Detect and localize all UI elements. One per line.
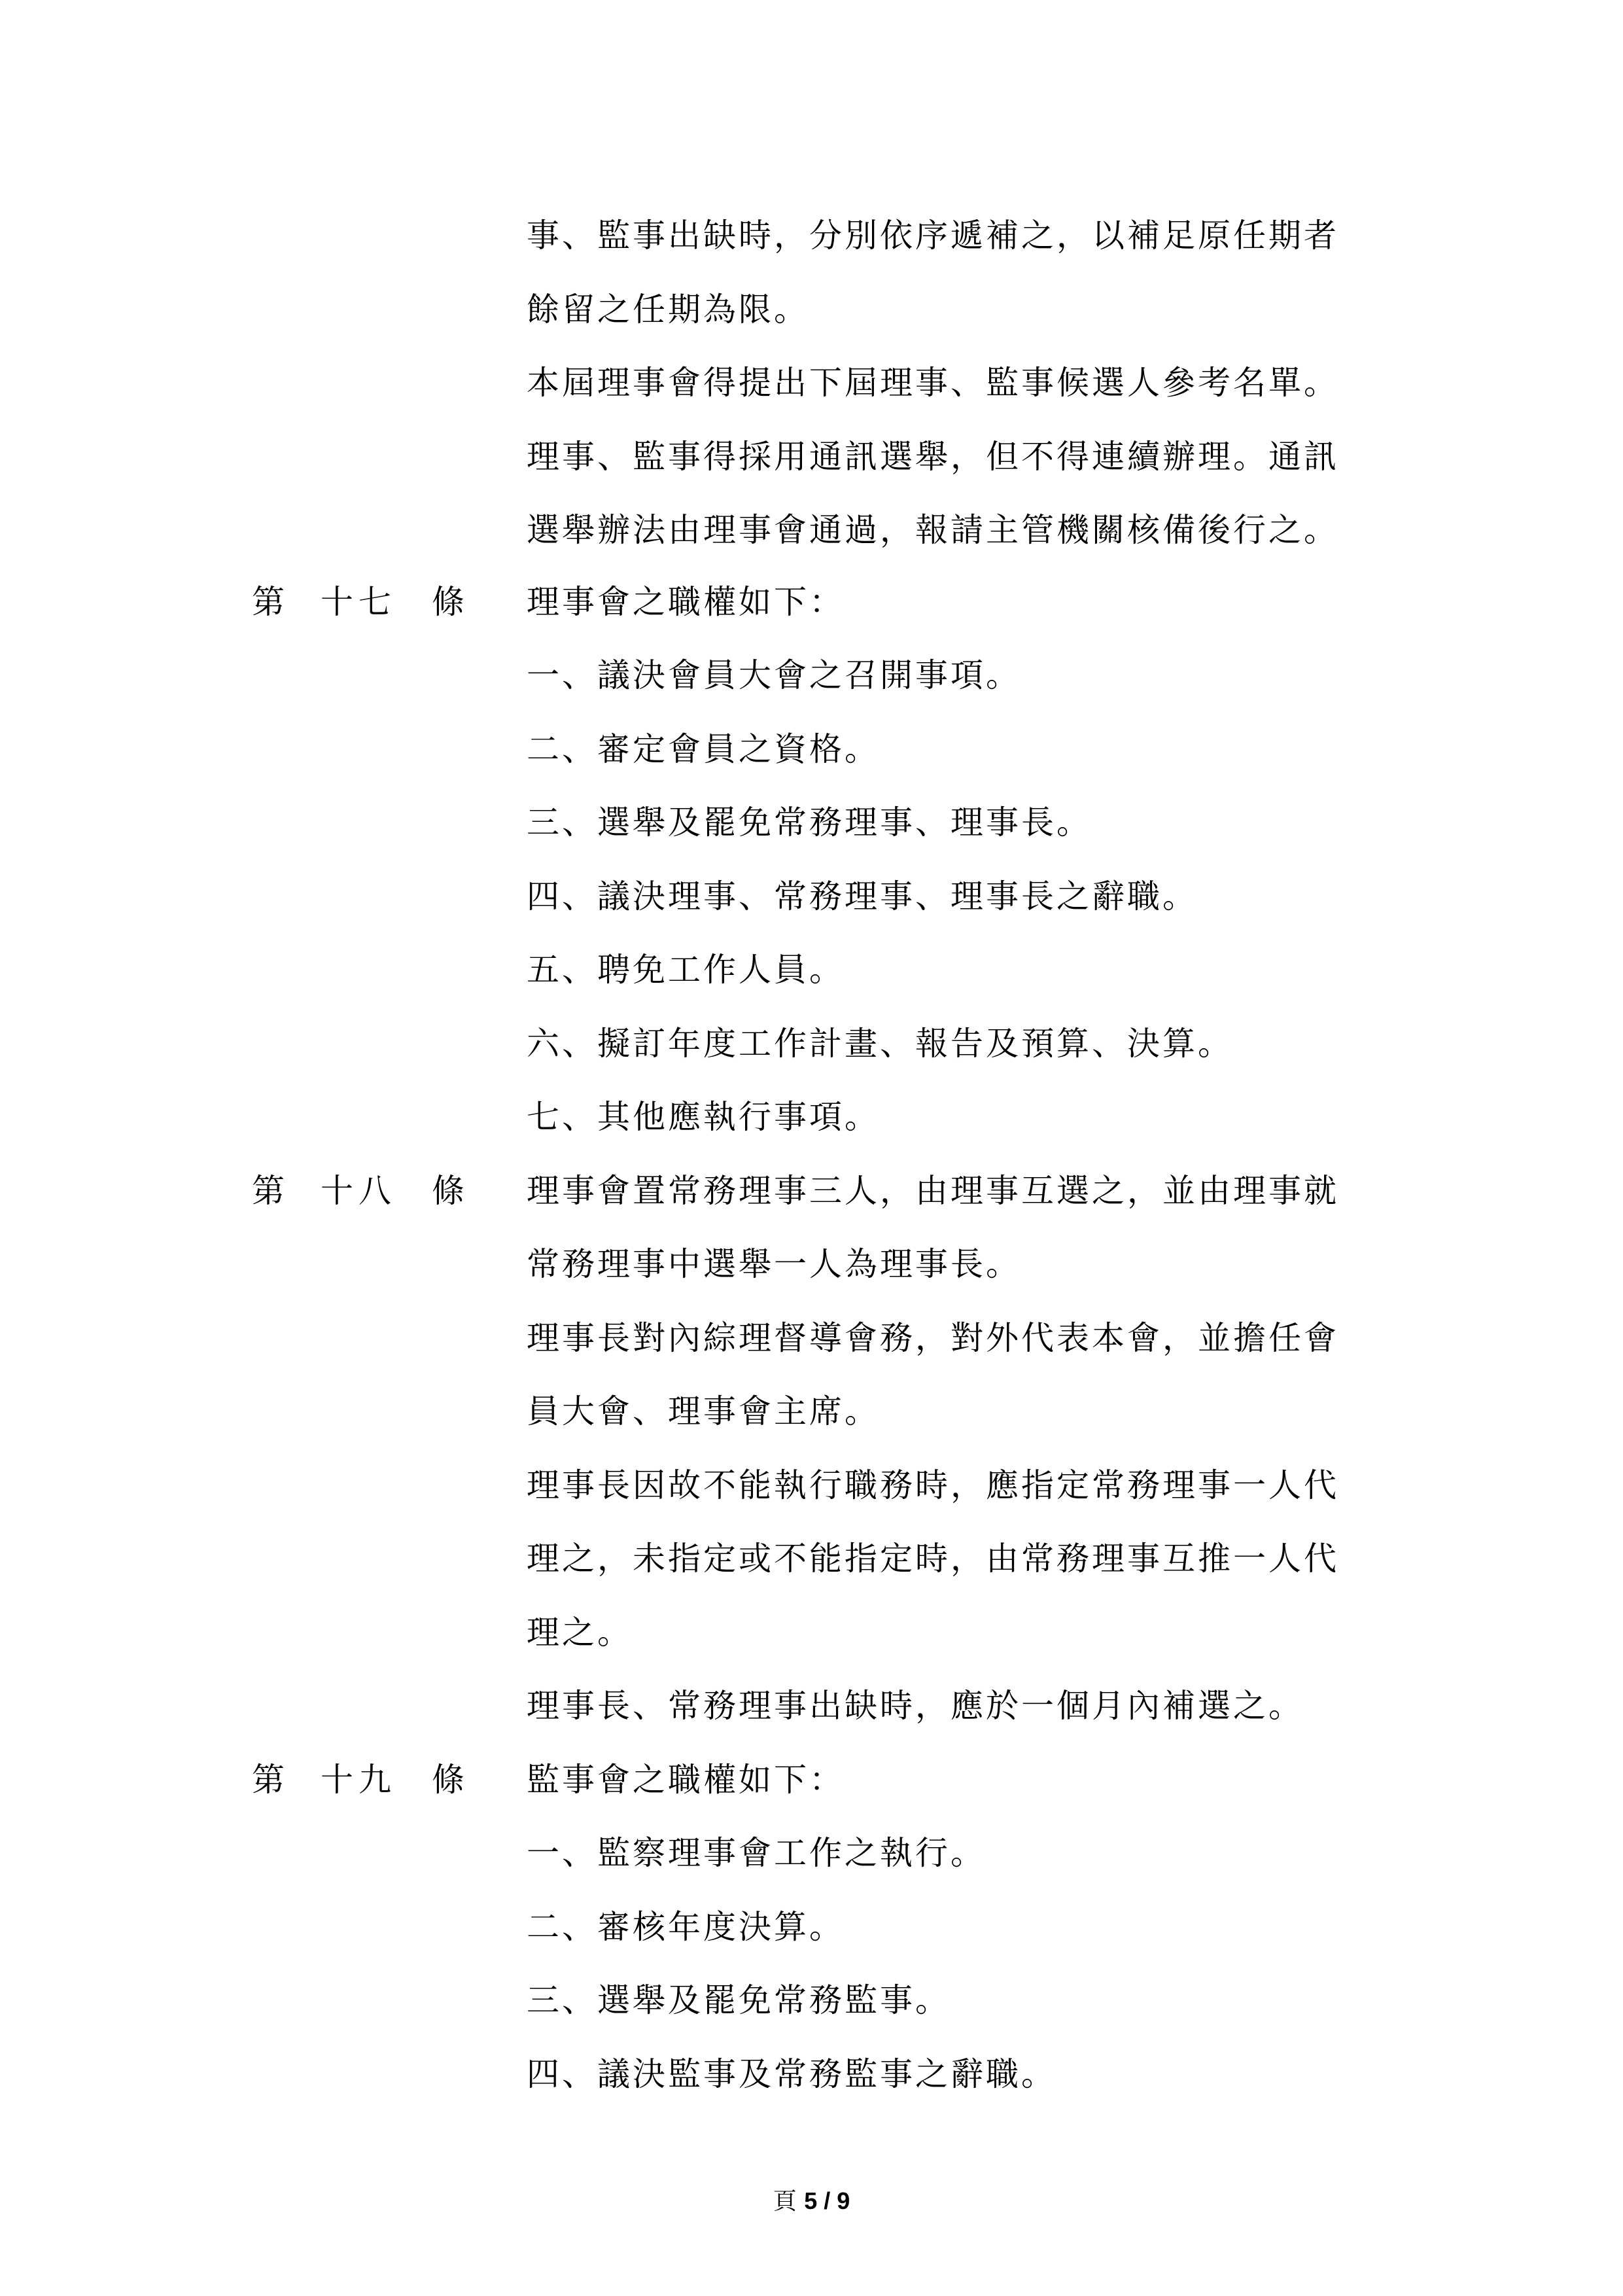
article-17-number: 十七 <box>321 583 396 621</box>
article-19-di: 第 <box>252 1761 285 1799</box>
text-line: 理之。 <box>527 1614 633 1651</box>
text-line: 理事長對內綜理督導會務，對外代表本會，並擔任會 <box>527 1319 1339 1357</box>
article-17-heading: 理事會之職權如下： <box>527 583 845 621</box>
list-item: 一、議決會員大會之召開事項。 <box>527 656 1021 694</box>
article-19-number: 十九 <box>321 1761 396 1799</box>
article-17-tiao: 條 <box>432 583 464 621</box>
text-line: 理事長、常務理事出缺時，應於一個月內補選之。 <box>527 1687 1304 1725</box>
text-line: 理事會置常務理事三人，由理事互選之，並由理事就 <box>527 1172 1339 1210</box>
list-item: 四、議決理事、常務理事、理事長之辭職。 <box>527 877 1198 915</box>
article-18-number: 十八 <box>321 1172 396 1210</box>
list-item: 六、擬訂年度工作計畫、報告及預算、決算。 <box>527 1025 1233 1063</box>
text-line: 事、監事出缺時，分別依序遞補之，以補足原任期者 <box>527 217 1339 255</box>
article-19-tiao: 條 <box>432 1761 464 1799</box>
text-line: 選舉辦法由理事會通過，報請主管機關核備後行之。 <box>527 511 1339 549</box>
text-line: 理事長因故不能執行職務時，應指定常務理事一人代 <box>527 1466 1339 1504</box>
text-line: 理之，未指定或不能指定時，由常務理事互推一人代 <box>527 1540 1339 1578</box>
text-line: 員大會、理事會主席。 <box>527 1392 880 1430</box>
article-19-heading: 監事會之職權如下： <box>527 1761 845 1799</box>
list-item: 一、監察理事會工作之執行。 <box>527 1834 986 1872</box>
list-item: 二、審核年度決算。 <box>527 1908 845 1946</box>
page-prefix: 頁 <box>773 2188 797 2215</box>
text-line: 常務理事中選舉一人為理事長。 <box>527 1245 1021 1283</box>
list-item: 五、聘免工作人員。 <box>527 951 845 989</box>
list-item: 二、審定會員之資格。 <box>527 730 880 768</box>
list-item: 七、其他應執行事項。 <box>527 1098 880 1136</box>
text-line: 理事、監事得採用通訊選舉，但不得連續辦理。通訊 <box>527 438 1339 476</box>
list-item: 三、選舉及罷免常務理事、理事長。 <box>527 804 1092 841</box>
article-18-tiao: 條 <box>432 1172 464 1210</box>
text-line: 餘留之任期為限。 <box>527 291 809 328</box>
list-item: 三、選舉及罷免常務監事。 <box>527 1981 951 2019</box>
list-item: 四、議決監事及常務監事之辭職。 <box>527 2055 1056 2093</box>
page-footer <box>0 2185 1623 2217</box>
page-number: 5 / 9 <box>804 2187 850 2214</box>
article-18-di: 第 <box>252 1172 285 1210</box>
article-17-di: 第 <box>252 583 285 621</box>
text-line: 本屆理事會得提出下屆理事、監事候選人參考名單。 <box>527 364 1339 402</box>
